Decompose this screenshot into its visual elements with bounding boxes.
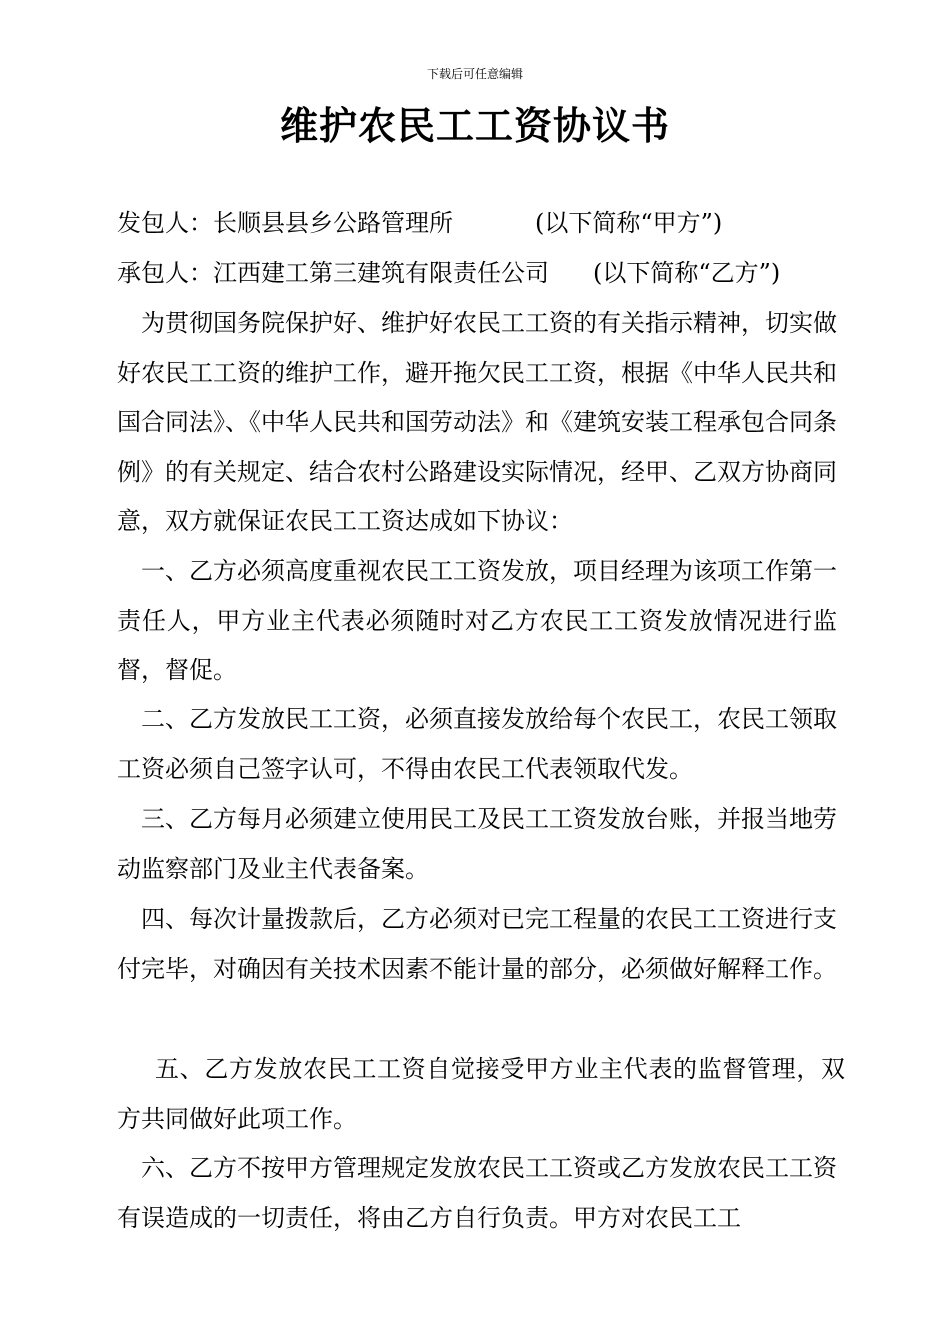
paragraph-clause-3: 三、乙方每月必须建立使用民工及民工工资发放台账，并报当地劳动监察部门及业主代表备案。 — [117, 805, 837, 883]
paragraph-clause-5: 五、乙方发放农民工工资自觉接受甲方业主代表的监督管理，双方共同做好此项工作。 — [117, 1055, 845, 1133]
paragraph-clause-2: 二、乙方发放民工工资，必须直接发放给每个农民工，农民工领取工资必须自己签字认可，不得由农民工代表领取代发。 — [117, 705, 837, 783]
party-employer — [117, 208, 723, 238]
header-note: 下载后可任意编辑 — [426, 67, 523, 81]
party-contractor-name: 江西建工第三建筑有限责任公司 — [213, 259, 549, 287]
paragraph-clause-1: 一、乙方必须高度重视农民工工资发放，项目经理为该项工作第一责任人，甲方业主代表必须随时对乙方农民工工资发放情况进行监督，督促。 — [117, 557, 837, 684]
paragraph-clause-6: 六、乙方不按甲方管理规定发放农民工工资或乙方发放农民工工资有误造成的一切责任，将由乙方自行负责。甲方对农民工工 — [117, 1154, 837, 1232]
paragraph-clause-4: 四、每次计量拨款后，乙方必须对已完工程量的农民工工资进行支付完毕，对确因有关技术因素不能计量的部分，必须做好解释工作。 — [117, 905, 837, 983]
party-contractor — [117, 258, 781, 288]
paragraph-preamble: 为贯彻国务院保护好、维护好农民工工资的有关指示精神，切实做好农民工工资的维护工作，避开拖欠民工工资，根据《中华人民共和国合同法》、《中华人民共和国劳动法》和《建筑安装工程承包合同条例》的有关规定、结合农村公路建设实际情况，经甲、乙双方协商同意，双方就保证农民工工资达成如下协议： — [117, 309, 837, 535]
party-employer-name: 长顺县县乡公路管理所 — [213, 209, 453, 237]
party-employer-alias: (以下简称“甲方”) — [535, 209, 723, 237]
party-employer-label: 发包人： — [117, 209, 213, 237]
party-contractor-alias: (以下简称“乙方”) — [593, 259, 781, 287]
document-title: 维护农民工工资协议书 — [279, 103, 670, 148]
party-contractor-label: 承包人： — [117, 259, 213, 287]
